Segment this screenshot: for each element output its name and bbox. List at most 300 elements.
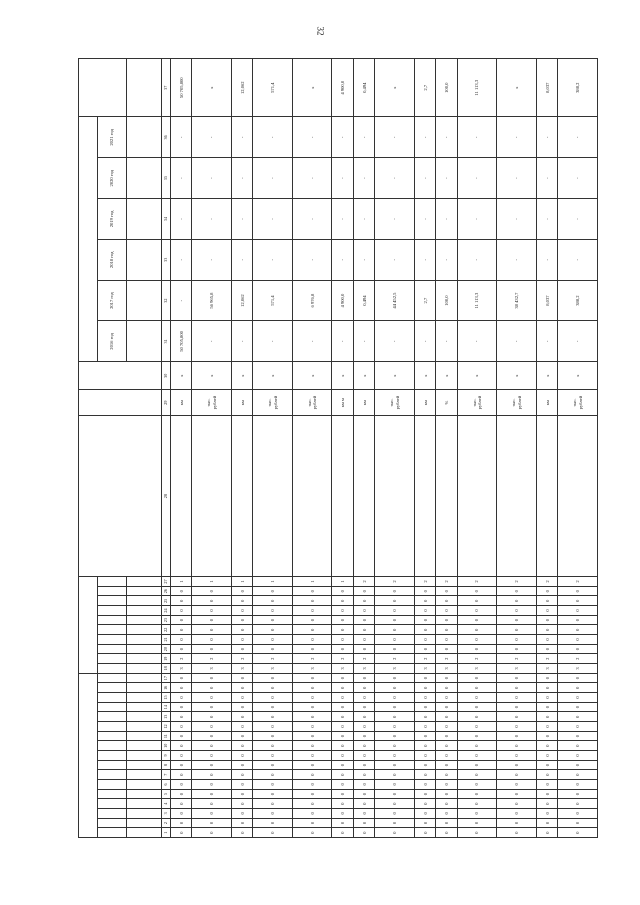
column-number: 37 <box>162 59 171 117</box>
code-cell: 0 <box>353 770 374 780</box>
row-year-value: - <box>536 199 557 240</box>
column-number: 11 <box>162 731 171 741</box>
row-year-value: - <box>353 321 374 362</box>
code-cell: 0 <box>414 780 435 790</box>
code-cell: 0 <box>497 606 537 616</box>
code-cell: 0 <box>436 799 457 809</box>
row-2015: х <box>171 362 192 390</box>
code-cell: 0 <box>457 780 497 790</box>
code-cell: 0 <box>171 741 192 751</box>
code-cell: 0 <box>497 789 537 799</box>
code-cell: 0 <box>536 606 557 616</box>
row-year-value: - <box>253 117 293 158</box>
column-number: 35 <box>162 158 171 199</box>
code-cell: 0 <box>253 712 293 722</box>
code-cell: 0 <box>171 818 192 828</box>
code-cell: 0 <box>353 625 374 635</box>
row-year-value: - <box>231 117 252 158</box>
code-cell: 0 <box>375 702 415 712</box>
code-cell: 0 <box>414 818 435 828</box>
code-cell: 3 <box>558 664 598 674</box>
row-unit: км <box>231 390 252 416</box>
code-cell: 0 <box>332 741 353 751</box>
code-cell: 0 <box>292 770 332 780</box>
code-cell: 0 <box>192 635 232 645</box>
code-cell: 2 <box>292 654 332 664</box>
code-cell: 0 <box>292 809 332 819</box>
header-code-cell <box>127 722 162 732</box>
code-cell: 0 <box>231 780 252 790</box>
code-cell: 0 <box>375 722 415 732</box>
header-code-cell <box>127 760 162 770</box>
code-cell: 0 <box>353 615 374 625</box>
code-cell: 0 <box>171 683 192 693</box>
code-cell: 0 <box>292 644 332 654</box>
code-cell: 0 <box>192 809 232 819</box>
code-cell: 0 <box>457 731 497 741</box>
code-cell: 0 <box>375 741 415 751</box>
row-2015: х <box>558 362 598 390</box>
header-code-cell <box>98 635 127 645</box>
row-year-value: - <box>414 321 435 362</box>
code-cell: 0 <box>536 722 557 732</box>
row-description <box>332 416 353 577</box>
code-cell: 0 <box>353 712 374 722</box>
code-cell: 0 <box>292 799 332 809</box>
row-year-value: - <box>253 321 293 362</box>
code-cell: 0 <box>436 760 457 770</box>
row-year-value: - <box>171 280 192 321</box>
code-cell: 0 <box>375 635 415 645</box>
code-cell: 0 <box>253 818 293 828</box>
code-cell: 0 <box>171 644 192 654</box>
code-cell: 0 <box>414 789 435 799</box>
header-year-sub <box>127 280 162 321</box>
header-year-sub <box>127 117 162 158</box>
row-year-value: 100,0 <box>436 280 457 321</box>
code-cell: 0 <box>192 741 232 751</box>
code-cell: 0 <box>353 818 374 828</box>
code-cell: 0 <box>457 606 497 616</box>
code-cell: 0 <box>414 693 435 703</box>
row-target-value: 4 900,0 <box>332 59 353 117</box>
code-cell: 0 <box>192 693 232 703</box>
code-cell: 0 <box>171 702 192 712</box>
code-cell: 0 <box>558 683 598 693</box>
code-cell: 0 <box>497 586 537 596</box>
row-2015: х <box>536 362 557 390</box>
code-cell: 0 <box>497 625 537 635</box>
header-code-cell <box>127 596 162 606</box>
header-target-sub <box>127 59 162 117</box>
table-row <box>253 59 293 838</box>
code-cell: 0 <box>332 722 353 732</box>
code-cell: 0 <box>414 615 435 625</box>
code-cell: 0 <box>375 644 415 654</box>
code-cell: 0 <box>332 702 353 712</box>
column-number: 25 <box>162 596 171 606</box>
header-unit <box>79 390 162 416</box>
column-number: 4 <box>162 799 171 809</box>
code-cell: 0 <box>536 780 557 790</box>
code-cell: 0 <box>558 818 598 828</box>
code-cell: 0 <box>292 712 332 722</box>
code-cell: 3 <box>497 664 537 674</box>
code-cell: 0 <box>558 712 598 722</box>
column-number: 22 <box>162 625 171 635</box>
code-cell: 0 <box>192 606 232 616</box>
column-number: 13 <box>162 712 171 722</box>
row-year-value: - <box>375 199 415 240</box>
table-row <box>457 59 497 838</box>
code-cell: 0 <box>292 683 332 693</box>
code-cell: 0 <box>436 780 457 790</box>
header-row-top <box>79 59 98 838</box>
code-cell: 0 <box>192 731 232 741</box>
table-row <box>497 59 537 838</box>
row-description <box>231 416 252 577</box>
column-number: 33 <box>162 239 171 280</box>
code-cell: 0 <box>292 828 332 838</box>
header-code-cell <box>98 818 127 828</box>
code-cell: 0 <box>332 760 353 770</box>
header-code-cell <box>127 731 162 741</box>
code-cell: 0 <box>497 760 537 770</box>
row-year-value: - <box>497 117 537 158</box>
column-number: 10 <box>162 741 171 751</box>
code-cell: 0 <box>292 702 332 712</box>
code-cell: 1 <box>332 577 353 587</box>
row-2015: х <box>497 362 537 390</box>
code-cell: 0 <box>497 780 537 790</box>
code-cell: 0 <box>353 722 374 732</box>
header-code-cell <box>127 635 162 645</box>
code-cell: 0 <box>332 799 353 809</box>
row-year-value: 12,062 <box>231 280 252 321</box>
row-year-value: - <box>192 158 232 199</box>
code-cell: 0 <box>414 760 435 770</box>
code-cell: 0 <box>558 596 598 606</box>
row-year-value: - <box>436 158 457 199</box>
code-cell: 0 <box>375 615 415 625</box>
code-cell: 0 <box>192 615 232 625</box>
row-year-value: - <box>436 321 457 362</box>
code-cell: 0 <box>436 731 457 741</box>
code-cell: 0 <box>353 635 374 645</box>
code-cell: 0 <box>332 828 353 838</box>
row-year-value: - <box>353 199 374 240</box>
header-code-cell <box>127 712 162 722</box>
code-cell: 0 <box>414 799 435 809</box>
code-cell: 0 <box>192 702 232 712</box>
row-year-value: - <box>231 158 252 199</box>
code-cell: 0 <box>375 586 415 596</box>
row-year-value: - <box>171 117 192 158</box>
code-cell: 0 <box>171 722 192 732</box>
row-unit: км <box>353 390 374 416</box>
column-number: 30 <box>162 362 171 390</box>
code-cell: 0 <box>332 615 353 625</box>
code-cell: 0 <box>375 712 415 722</box>
row-unit: тыс. рублей <box>192 390 232 416</box>
column-number: 18 <box>162 664 171 674</box>
code-cell: 0 <box>253 760 293 770</box>
header-code-cell <box>127 770 162 780</box>
code-cell: 0 <box>292 722 332 732</box>
code-cell: 0 <box>231 731 252 741</box>
row-year-value: - <box>497 239 537 280</box>
header-code-cell <box>127 625 162 635</box>
code-cell: 2 <box>436 654 457 664</box>
code-cell: 0 <box>536 751 557 761</box>
column-number: 23 <box>162 615 171 625</box>
code-cell: 0 <box>414 586 435 596</box>
code-cell: 0 <box>253 596 293 606</box>
code-cell: 0 <box>231 741 252 751</box>
header-code-cell <box>98 596 127 606</box>
code-cell: 0 <box>497 741 537 751</box>
code-cell: 2 <box>375 577 415 587</box>
row-year-value: 6 976,8 <box>292 280 332 321</box>
code-cell: 0 <box>171 751 192 761</box>
column-number: 6 <box>162 780 171 790</box>
code-cell: 0 <box>332 673 353 683</box>
row-year-value: 44 452,5 <box>375 280 415 321</box>
column-number: 24 <box>162 606 171 616</box>
code-cell: 2 <box>497 654 537 664</box>
code-cell: 0 <box>171 809 192 819</box>
code-cell: 0 <box>171 615 192 625</box>
row-description <box>171 416 192 577</box>
code-cell: 0 <box>375 683 415 693</box>
header-code-cell <box>127 818 162 828</box>
code-cell: 0 <box>231 615 252 625</box>
code-cell: 0 <box>558 702 598 712</box>
row-description <box>253 416 293 577</box>
code-cell: 0 <box>292 596 332 606</box>
header-year-sub <box>127 321 162 362</box>
header-code-cell <box>127 789 162 799</box>
code-cell: 0 <box>436 789 457 799</box>
row-year-value: - <box>436 199 457 240</box>
header-code-cell <box>127 606 162 616</box>
row-year-value: 38 432,7 <box>497 280 537 321</box>
code-cell: 0 <box>253 683 293 693</box>
row-year-value: - <box>292 199 332 240</box>
code-cell: 0 <box>231 702 252 712</box>
column-number: 9 <box>162 751 171 761</box>
code-cell: 0 <box>497 770 537 780</box>
header-code-cell <box>98 577 127 587</box>
row-year-value: - <box>192 199 232 240</box>
code-cell: 0 <box>457 722 497 732</box>
row-unit: тыс. рублей <box>292 390 332 416</box>
code-cell: 0 <box>457 644 497 654</box>
header-code-cell <box>98 702 127 712</box>
row-2015: х <box>332 362 353 390</box>
row-2015: х <box>375 362 415 390</box>
code-cell: 2 <box>332 654 353 664</box>
code-cell: 0 <box>292 780 332 790</box>
row-year-value: - <box>457 117 497 158</box>
code-cell: 0 <box>558 828 598 838</box>
code-cell: 0 <box>558 760 598 770</box>
header-year: 2020 год <box>98 158 127 199</box>
code-cell: 0 <box>457 770 497 780</box>
code-cell: 0 <box>353 702 374 712</box>
code-cell: 0 <box>436 586 457 596</box>
code-cell: 0 <box>414 722 435 732</box>
code-cell: 2 <box>457 654 497 664</box>
code-cell: 0 <box>332 606 353 616</box>
code-cell: 0 <box>414 596 435 606</box>
column-number: 2 <box>162 818 171 828</box>
code-cell: 0 <box>253 693 293 703</box>
column-number: 29 <box>162 390 171 416</box>
header-code-cell <box>127 799 162 809</box>
code-cell: 0 <box>231 586 252 596</box>
code-cell: 0 <box>292 606 332 616</box>
code-cell: 0 <box>375 780 415 790</box>
code-cell: 0 <box>192 644 232 654</box>
code-cell: 0 <box>436 712 457 722</box>
code-cell: 0 <box>497 809 537 819</box>
header-name <box>79 416 162 577</box>
table-row <box>436 59 457 838</box>
code-cell: 0 <box>536 673 557 683</box>
code-cell: 0 <box>192 789 232 799</box>
column-number: 32 <box>162 280 171 321</box>
code-cell: 0 <box>231 828 252 838</box>
column-number: 19 <box>162 654 171 664</box>
code-cell: 2 <box>414 654 435 664</box>
column-number-row <box>162 59 171 838</box>
code-cell: 0 <box>414 828 435 838</box>
header-code-cell <box>98 722 127 732</box>
code-cell: 0 <box>332 712 353 722</box>
row-year-value: - <box>558 199 598 240</box>
code-cell: 0 <box>353 741 374 751</box>
table-row <box>292 59 332 838</box>
row-year-value: - <box>414 199 435 240</box>
code-cell: 0 <box>171 760 192 770</box>
code-cell: 0 <box>353 751 374 761</box>
code-cell: 0 <box>231 770 252 780</box>
code-cell: 0 <box>231 673 252 683</box>
code-cell: 0 <box>192 683 232 693</box>
row-unit: тыс. рублей <box>457 390 497 416</box>
code-cell: 0 <box>231 606 252 616</box>
code-cell: 0 <box>231 625 252 635</box>
code-cell: 3 <box>353 664 374 674</box>
code-cell: 0 <box>332 770 353 780</box>
code-cell: 3 <box>192 664 232 674</box>
code-cell: 0 <box>414 702 435 712</box>
code-cell: 0 <box>497 731 537 741</box>
code-cell: 0 <box>375 799 415 809</box>
code-cell: 0 <box>436 673 457 683</box>
code-cell: 0 <box>457 702 497 712</box>
row-2015: х <box>231 362 252 390</box>
code-cell: 0 <box>171 799 192 809</box>
code-cell: 0 <box>192 770 232 780</box>
column-number: 1 <box>162 828 171 838</box>
code-cell: 0 <box>436 683 457 693</box>
row-target-value: 12,062 <box>231 59 252 117</box>
code-cell: 0 <box>353 693 374 703</box>
code-cell: 0 <box>253 615 293 625</box>
row-unit: тыс. рублей <box>497 390 537 416</box>
code-cell: 0 <box>253 673 293 683</box>
row-description <box>497 416 537 577</box>
code-cell: 3 <box>332 664 353 674</box>
code-cell: 0 <box>497 635 537 645</box>
code-cell: 0 <box>253 635 293 645</box>
code-cell: 0 <box>497 596 537 606</box>
code-cell: 1 <box>231 577 252 587</box>
code-cell: 0 <box>436 625 457 635</box>
code-cell: 0 <box>457 828 497 838</box>
column-number: 36 <box>162 117 171 158</box>
code-cell: 3 <box>436 664 457 674</box>
row-target-value: х <box>192 59 232 117</box>
code-cell: 0 <box>536 693 557 703</box>
row-target-value: 50 705,800 <box>171 59 192 117</box>
code-cell: 0 <box>192 586 232 596</box>
row-2015: х <box>353 362 374 390</box>
row-year-value: - <box>558 158 598 199</box>
row-year-value: - <box>292 239 332 280</box>
row-unit: км <box>536 390 557 416</box>
code-cell: 0 <box>375 596 415 606</box>
header-code-cell <box>98 741 127 751</box>
code-cell: 0 <box>457 635 497 645</box>
code-cell: 0 <box>253 780 293 790</box>
row-description <box>536 416 557 577</box>
row-unit: км м <box>332 390 353 416</box>
code-cell: 0 <box>436 741 457 751</box>
code-cell: 0 <box>497 615 537 625</box>
code-cell: 0 <box>353 596 374 606</box>
row-unit: км <box>171 390 192 416</box>
code-cell: 0 <box>457 760 497 770</box>
row-year-value: - <box>171 199 192 240</box>
header-code-cell <box>127 615 162 625</box>
code-cell: 0 <box>414 673 435 683</box>
code-cell: 2 <box>231 654 252 664</box>
code-cell: 1 <box>292 577 332 587</box>
code-cell: 2 <box>536 577 557 587</box>
row-target-value: 571,4 <box>253 59 293 117</box>
code-cell: 0 <box>192 828 232 838</box>
code-cell: 0 <box>332 625 353 635</box>
code-cell: 0 <box>497 722 537 732</box>
header-code-cell <box>98 731 127 741</box>
code-cell: 2 <box>558 654 598 664</box>
row-year-value: - <box>332 199 353 240</box>
header-year-sub <box>127 199 162 240</box>
header-2015 <box>79 362 162 390</box>
code-cell: 0 <box>253 731 293 741</box>
code-cell: 3 <box>536 664 557 674</box>
code-cell: 0 <box>536 683 557 693</box>
code-cell: 0 <box>292 673 332 683</box>
row-description <box>192 416 232 577</box>
row-year-value: - <box>536 239 557 280</box>
row-year-value: - <box>292 158 332 199</box>
row-year-value: - <box>231 321 252 362</box>
page-number: 32 <box>315 26 326 36</box>
